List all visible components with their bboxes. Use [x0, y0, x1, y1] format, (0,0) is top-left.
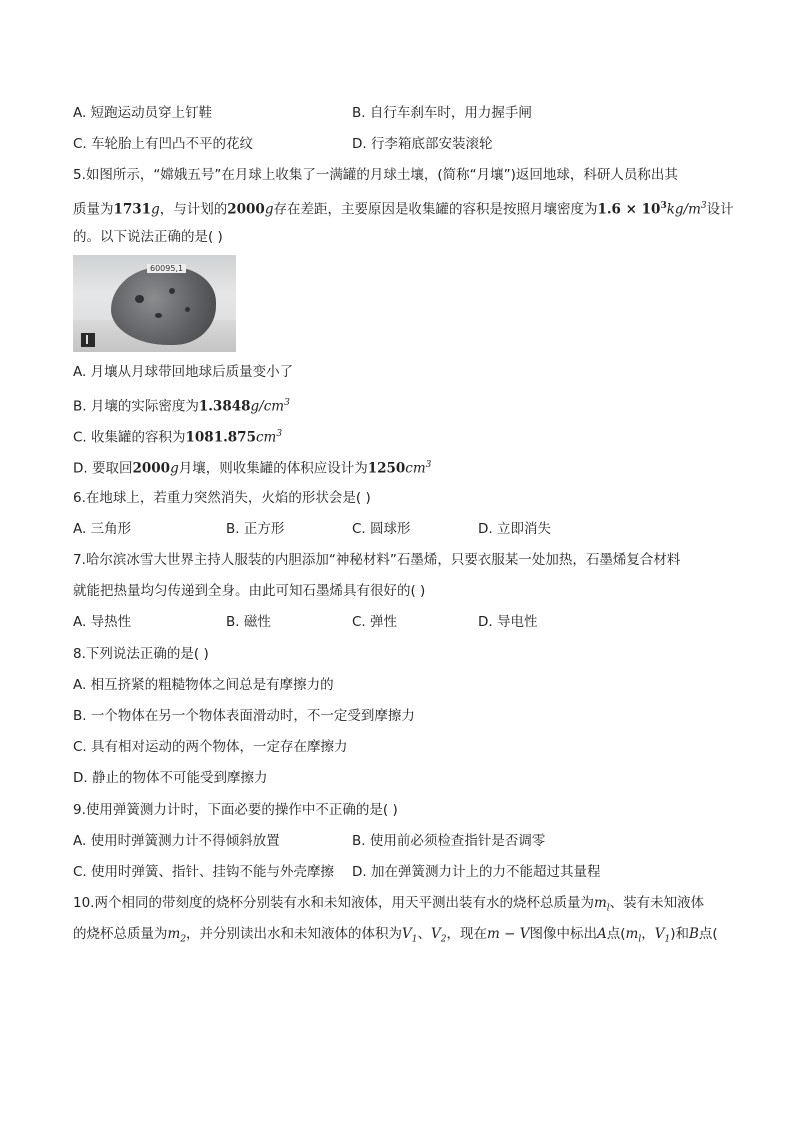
q10-text: ，: [641, 926, 655, 942]
q10-point-b: B: [688, 926, 699, 942]
q5-option-c-value: 1081.875: [185, 429, 256, 446]
q5-option-a: A. 月壤从月球带回地球后质量变小了: [73, 364, 294, 380]
q10-text: 10.两个相同的带刻度的烧杯分别装有水和未知液体，用天平测出装有水的烧杯总质量为: [73, 895, 594, 911]
q10-stem-line1: [73, 894, 704, 918]
q10-text: 图像中标出: [529, 926, 597, 942]
q10-point-a: A: [596, 926, 607, 942]
q10-subscript: l: [638, 934, 642, 945]
q5-option-c-unit: cm: [255, 429, 277, 446]
q4-option-a: A. 短跑运动员穿上钉鞋: [73, 105, 213, 121]
q5-text: 质量为: [73, 201, 114, 218]
q10-var-m: m: [167, 926, 181, 942]
q10-text: 点(: [606, 926, 626, 942]
q5-density-unit: kg/m: [666, 201, 701, 218]
q10-text: 点(: [698, 926, 718, 942]
q5-text: 存在差距，主要原因是收集罐的容积是按照月壤密度为: [273, 201, 598, 218]
q10-subscript: 1: [664, 934, 671, 945]
q5-stem-line1: 5.如图所示，“嫦娥五号”在月球上收集了一满罐的月球土壤，(简称“月壤”)返回地球，科研人员称出其: [73, 167, 678, 183]
q10-var-m: m: [593, 895, 607, 911]
q10-var-v: V: [431, 926, 441, 942]
q5-option-b-unit: g/cm: [250, 398, 285, 415]
q5-option-c: [73, 425, 282, 447]
q5-option-b-value: 1.3848: [198, 398, 251, 415]
q5-option-b-exp: 3: [284, 398, 290, 408]
q10-graph-label: m − V: [487, 926, 530, 942]
q7-option-a: A. 导热性: [73, 614, 132, 630]
q10-text: 、装有未知液体: [609, 895, 705, 911]
q9-option-c: C. 使用时弹簧、指针、挂钩不能与外壳摩擦: [73, 864, 335, 880]
q8-option-d: D. 静止的物体不可能受到摩擦力: [73, 770, 268, 786]
q5-option-b-text: B. 月壤的实际密度为: [73, 398, 199, 415]
q7-stem-line1: 7.哈尔滨冰雪大世界主持人服装的内胆添加“神秘材料”石墨烯，只要衣服某一处加热，石墨烯复合材料: [73, 552, 681, 568]
rock-pit: [185, 307, 190, 312]
q9-stem: 9.使用弹簧测力计时，下面必要的操作中不正确的是( ): [73, 802, 398, 818]
q10-text: 、: [417, 926, 432, 942]
q5-option-d-unit: cm: [405, 460, 426, 477]
q10-text: )和: [670, 926, 689, 942]
q5-unit-g: g: [151, 201, 160, 218]
q10-text: 的烧杯总质量为: [73, 926, 168, 942]
q7-option-c: C. 弹性: [352, 614, 398, 630]
q6-option-b: B. 正方形: [226, 521, 285, 537]
q6-option-d: D. 立即消失: [478, 521, 551, 537]
q5-option-d-volume: 1250: [367, 460, 406, 477]
moon-rock: [111, 267, 216, 345]
q5-option-c-text: C. 收集罐的容积为: [73, 429, 186, 446]
q5-stem-line3: 的。以下说法正确的是( ): [73, 229, 223, 245]
q9-option-a: A. 使用时弹簧测力计不得倾斜放置: [73, 833, 280, 849]
q5-option-d-text: D. 要取回: [73, 460, 133, 477]
q4-option-c: C. 车轮胎上有凹凸不平的花纹: [73, 136, 254, 152]
q5-density-value: 1.6 × 10: [597, 201, 661, 218]
q9-option-b: B. 使用前必须检查指针是否调零: [352, 833, 546, 849]
q6-option-c: C. 圆球形: [352, 521, 411, 537]
q7-option-b: B. 磁性: [226, 614, 271, 630]
q10-subscript: 1: [411, 934, 418, 945]
q7-stem-line2: 就能把热量均匀传递到全身。由此可知石墨烯具有很好的( ): [73, 583, 426, 599]
q5-text: 设计: [706, 201, 734, 218]
q5-option-d-mass: 2000: [132, 460, 171, 477]
rock-pit: [155, 313, 162, 318]
q5-stem-line2: [73, 197, 734, 219]
q5-mass-planned: 2000: [227, 201, 265, 218]
q5-exponent: 3: [660, 201, 667, 211]
q10-var-v: V: [402, 926, 412, 942]
q10-subscript: 2: [440, 934, 447, 945]
q8-option-c: C. 具有相对运动的两个物体，一定存在摩擦力: [73, 739, 348, 755]
q4-option-d: D. 行李箱底部安装滚轮: [352, 136, 493, 152]
rock-pit: [169, 288, 175, 294]
q10-text: ，并分别读出水和未知液体的体积为: [186, 926, 403, 942]
q8-option-a: A. 相互挤紧的粗糙物体之间总是有摩擦力的: [73, 677, 334, 693]
q7-option-d: D. 导电性: [478, 614, 538, 630]
q8-option-b: B. 一个物体在另一个物体表面滑动时，不一定受到摩擦力: [73, 708, 415, 724]
q10-stem-line2: [73, 925, 718, 949]
sample-label: 60095,1: [147, 264, 186, 273]
q5-unit-g: g: [264, 201, 274, 218]
q5-exponent: 3: [700, 201, 707, 211]
q5-option-d-text: 月壤，则收集罐的体积应设计为: [178, 460, 368, 477]
rock-pit: [135, 295, 144, 303]
q5-option-d: [73, 456, 431, 478]
q9-option-d: D. 加在弹簧测力计上的力不能超过其量程: [352, 864, 601, 880]
q10-subscript: l: [606, 903, 610, 914]
q5-option-d-unit-g: g: [170, 460, 179, 477]
q6-stem: 6.在地球上，若重力突然消失，火焰的形状会是( ): [73, 490, 371, 506]
q10-subscript: 2: [180, 934, 187, 945]
q5-text: ，与计划的: [159, 201, 228, 218]
q8-stem: 8.下列说法正确的是( ): [73, 646, 209, 662]
q4-option-b: B. 自行车刹车时，用力握手闸: [352, 105, 532, 121]
q5-option-c-exp: 3: [276, 429, 283, 439]
q5-mass-actual: 1731: [113, 201, 152, 218]
q5-option-d-exp: 3: [425, 460, 432, 470]
q10-text: ，现在: [446, 926, 488, 942]
q10-var-v: V: [654, 926, 665, 942]
q5-option-b: [73, 394, 290, 416]
scale-cube: [81, 333, 95, 347]
lunar-soil-photo: [73, 255, 236, 352]
q6-option-a: A. 三角形: [73, 521, 132, 537]
q10-var-m: m: [625, 926, 639, 942]
